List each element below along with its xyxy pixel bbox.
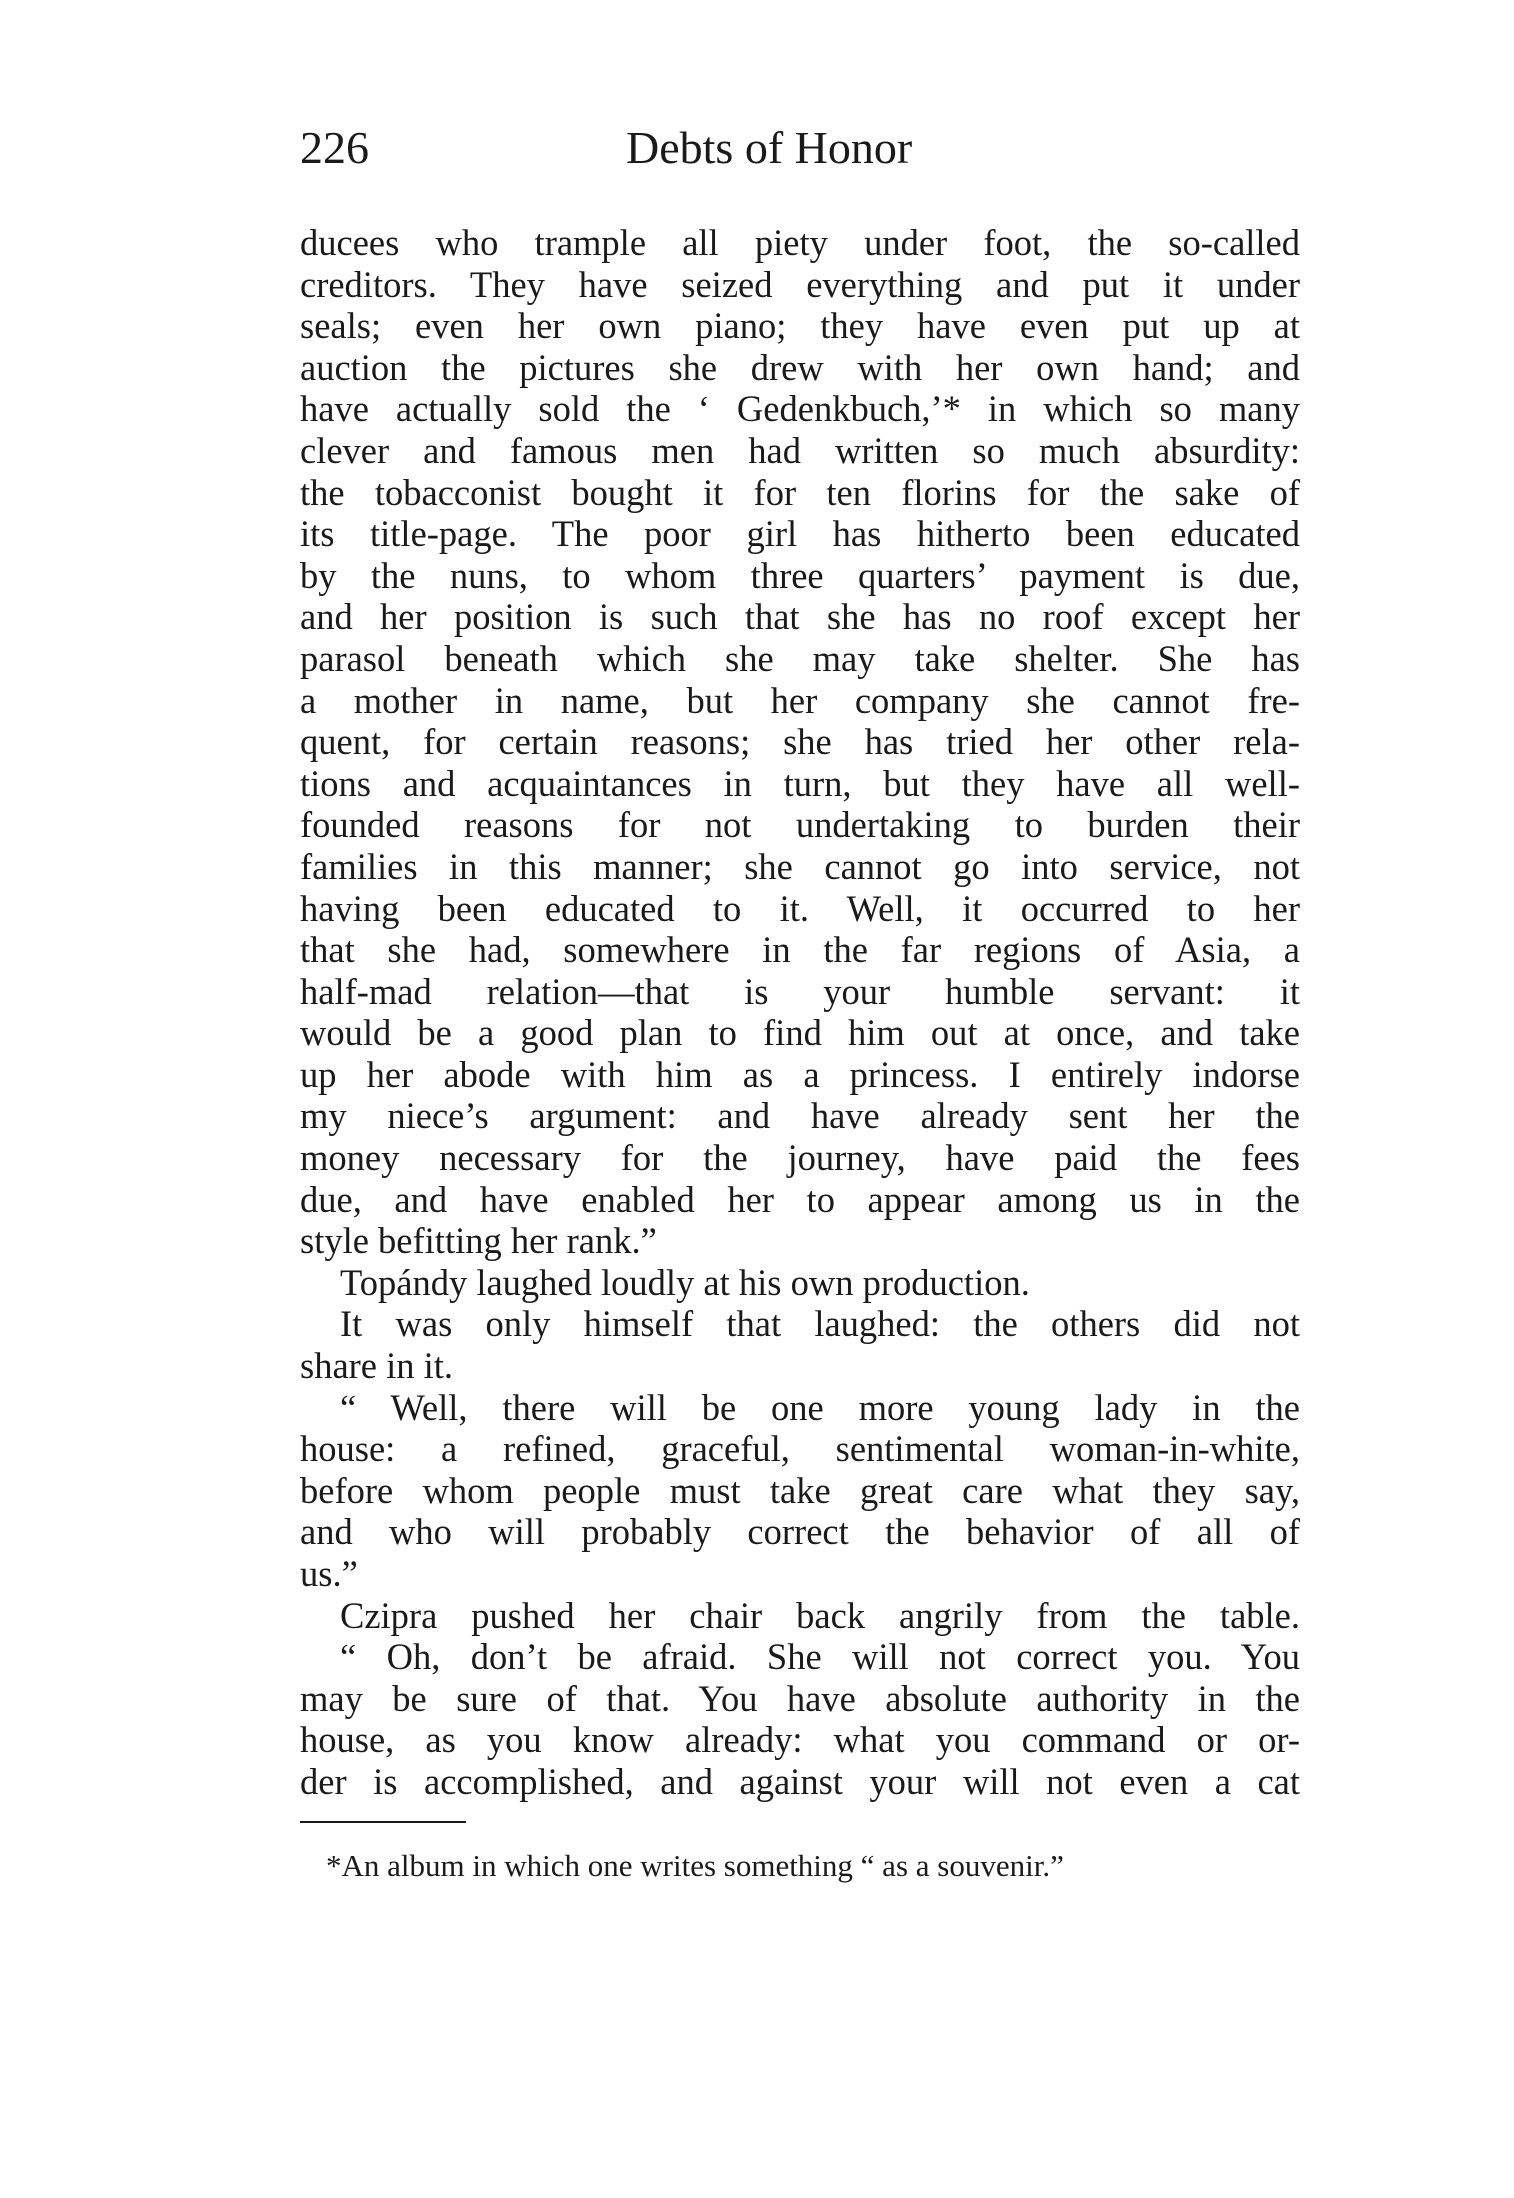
- text-line: Czipra pushed her chair back angrily from the table.: [340, 1594, 1300, 1636]
- text-line: may be sure of that. You have absolute authority in the: [300, 1677, 1300, 1719]
- text-line: by the nuns, to whom three quarters’ payment is due,: [300, 554, 1300, 596]
- text-line: parasol beneath which she may take shelter. She has: [300, 637, 1300, 679]
- text-line: seals; even her own piano; they have even put up at: [300, 305, 1300, 347]
- body-text: [300, 222, 1300, 1803]
- text-line: house: a refined, graceful, sentimental woman-in-white,: [300, 1428, 1300, 1470]
- text-line: style befitting her rank.”: [300, 1220, 657, 1262]
- text-line: money necessary for the journey, have paid the fees: [300, 1137, 1300, 1179]
- text-line: have actually sold the ‘ Gedenkbuch,’* in which so many: [300, 388, 1300, 430]
- text-line: auction the pictures she drew with her own hand; and: [300, 346, 1300, 388]
- text-line: its title-page. The poor girl has hitherto been educated: [300, 513, 1300, 555]
- text-line: up her abode with him as a princess. I entirely indorse: [300, 1053, 1300, 1095]
- text-line: half-mad relation—that is your humble servant: it: [300, 970, 1300, 1012]
- text-line: creditors. They have seized everything and put it under: [300, 263, 1300, 305]
- text-line: would be a good plan to find him out at once, and take: [300, 1012, 1300, 1054]
- text-line: clever and famous men had written so much absurdity:: [300, 429, 1300, 471]
- text-line: share in it.: [300, 1345, 454, 1387]
- text-line: house, as you know already: what you command or or-: [300, 1719, 1300, 1761]
- text-line: having been educated to it. Well, it occurred to her: [300, 887, 1300, 929]
- text-line: my niece’s argument: and have already sent her the: [300, 1095, 1300, 1137]
- text-line: quent, for certain reasons; she has tried her other rela-: [300, 721, 1300, 763]
- text-line: us.”: [300, 1553, 358, 1594]
- footnote: *An album in which one writes something “ as a souvenir.”: [326, 1848, 1064, 1883]
- text-line: It was only himself that laughed: the others did not: [340, 1303, 1300, 1345]
- text-line: and who will probably correct the behavior of all of: [300, 1511, 1300, 1553]
- text-line: due, and have enabled her to appear among us in the: [300, 1178, 1300, 1220]
- text-line: Topándy laughed loudly at his own production.: [340, 1261, 1030, 1303]
- text-line: ducees who trample all piety under foot, the so-called: [300, 222, 1300, 263]
- text-line: tions and acquaintances in turn, but they have all well-: [300, 762, 1300, 804]
- running-title: Debts of Honor: [626, 122, 913, 173]
- text-line: families in this manner; she cannot go into service, not: [300, 845, 1300, 887]
- text-line: that she had, somewhere in the far regions of Asia, a: [300, 929, 1300, 971]
- text-line: a mother in name, but her company she cannot fre-: [300, 679, 1300, 721]
- text-line: and her position is such that she has no roof except her: [300, 596, 1300, 638]
- text-line: der is accomplished, and against your will not even a cat: [300, 1760, 1300, 1802]
- text-line: the tobacconist bought it for ten florins for the sake of: [300, 471, 1300, 513]
- text-line: founded reasons for not undertaking to burden their: [300, 804, 1300, 846]
- text-line: before whom people must take great care what they say,: [300, 1469, 1300, 1511]
- page-number: 226: [300, 122, 369, 173]
- footnote-divider: [300, 1821, 466, 1823]
- page-header: [300, 118, 1300, 178]
- text-line: “ Oh, don’t be afraid. She will not correct you. You: [340, 1636, 1300, 1678]
- text-line: “ Well, there will be one more young lady in the: [340, 1386, 1300, 1428]
